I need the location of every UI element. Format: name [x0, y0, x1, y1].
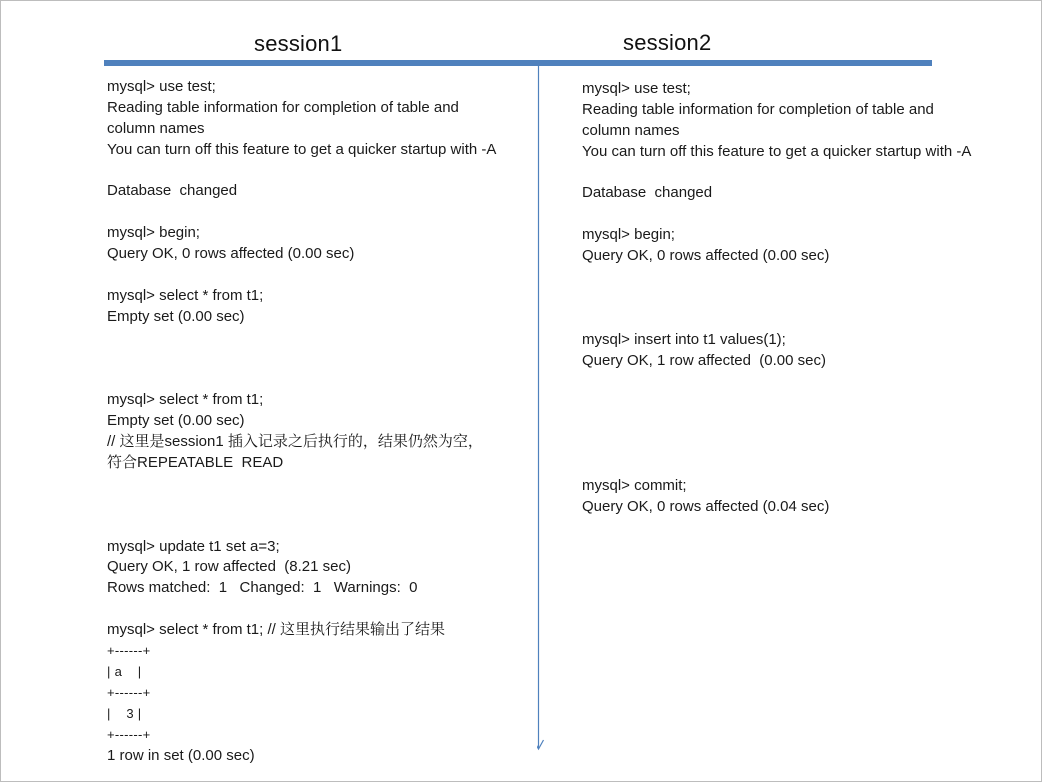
- session2-blank-line: [582, 455, 971, 476]
- session1-blank-line: [107, 265, 496, 286]
- session2-log-line: mysql> begin;: [582, 226, 675, 244]
- session1-log-line: // 这里是session1 插入记录之后执行的，结果仍然为空，: [107, 433, 483, 451]
- session1-log-line: 1 row in set (0.00 sec): [107, 746, 255, 764]
- session1-blank-line: [107, 495, 496, 516]
- session1-log-line: +------+: [107, 726, 151, 742]
- session2-log-line: You can turn off this feature to get a quicker startup with -A: [582, 142, 972, 160]
- session1-log-line: 符合REPEATABLE READ: [107, 454, 284, 472]
- session2-log-line: mysql> insert into t1 values(1);: [582, 330, 786, 348]
- session1-log-line: mysql> select * from t1;: [107, 286, 264, 304]
- session2-log: [582, 79, 971, 518]
- session2-blank-line: [582, 309, 971, 330]
- session2-log-line: mysql> use test;: [582, 80, 691, 97]
- session2-blank-line: [582, 413, 971, 434]
- header-divider: [104, 60, 932, 66]
- session1-blank-line: [107, 328, 496, 349]
- session2-blank-line: [582, 434, 971, 455]
- session1-blank-line: [107, 202, 496, 223]
- session2-log-line: Query OK, 0 rows affected (0.04 sec): [582, 497, 830, 515]
- session2-log-line: column names: [582, 121, 680, 139]
- session2-log-line: Reading table information for completion of table and: [582, 100, 934, 118]
- session2-blank-line: [582, 267, 971, 288]
- session1-log-line: Query OK, 1 row affected (8.21 sec): [107, 558, 351, 576]
- session1-log-line: mysql> update t1 set a=3;: [107, 537, 280, 555]
- session2-blank-line: [582, 163, 971, 184]
- session1-log-line: Empty set (0.00 sec): [107, 307, 245, 325]
- session1-log-line: | 3 |: [107, 705, 142, 721]
- session1-blank-line: [107, 369, 496, 390]
- session1-blank-line: [107, 349, 496, 370]
- timeline-arrow: [537, 0, 557, 760]
- session2-log-line: Database changed: [582, 184, 713, 202]
- session1-blank-line: [107, 516, 496, 537]
- session2-blank-line: [582, 392, 971, 413]
- session1-blank-line: [107, 599, 496, 620]
- session1-log-line: You can turn off this feature to get a quicker startup with -A: [107, 140, 497, 158]
- session1-log-line: mysql> select * from t1; // 这里执行结果输出了结果: [107, 621, 445, 639]
- session2-log-line: Query OK, 1 row affected (0.00 sec): [582, 351, 826, 369]
- session1-log-line: Reading table information for completion of table and: [107, 98, 459, 116]
- session2-log-line: mysql> commit;: [582, 476, 687, 494]
- session1-log-line: Empty set (0.00 sec): [107, 412, 245, 430]
- session1-blank-line: [107, 161, 496, 182]
- session1-header: session1: [254, 31, 343, 56]
- session1-log-line: Query OK, 0 rows affected (0.00 sec): [107, 245, 355, 263]
- session2-header: session2: [623, 30, 712, 55]
- session2-blank-line: [582, 204, 971, 225]
- session1-log-line: Database changed: [107, 182, 238, 200]
- session1-log: [107, 77, 496, 766]
- session2-log-line: Query OK, 0 rows affected (0.00 sec): [582, 247, 830, 265]
- session1-log-line: +------+: [107, 643, 151, 659]
- session1-log-line: column names: [107, 119, 205, 137]
- session1-blank-line: [107, 474, 496, 495]
- session1-log-line: Rows matched: 1 Changed: 1 Warnings: 0: [107, 579, 418, 597]
- session2-blank-line: [582, 371, 971, 392]
- session1-log-line: mysql> begin;: [107, 224, 200, 242]
- session1-log-line: mysql> select * from t1;: [107, 391, 264, 409]
- session1-log-line: mysql> use test;: [107, 78, 216, 95]
- session2-blank-line: [582, 288, 971, 309]
- session1-log-line: +------+: [107, 684, 151, 700]
- session1-log-line: | a |: [107, 663, 142, 679]
